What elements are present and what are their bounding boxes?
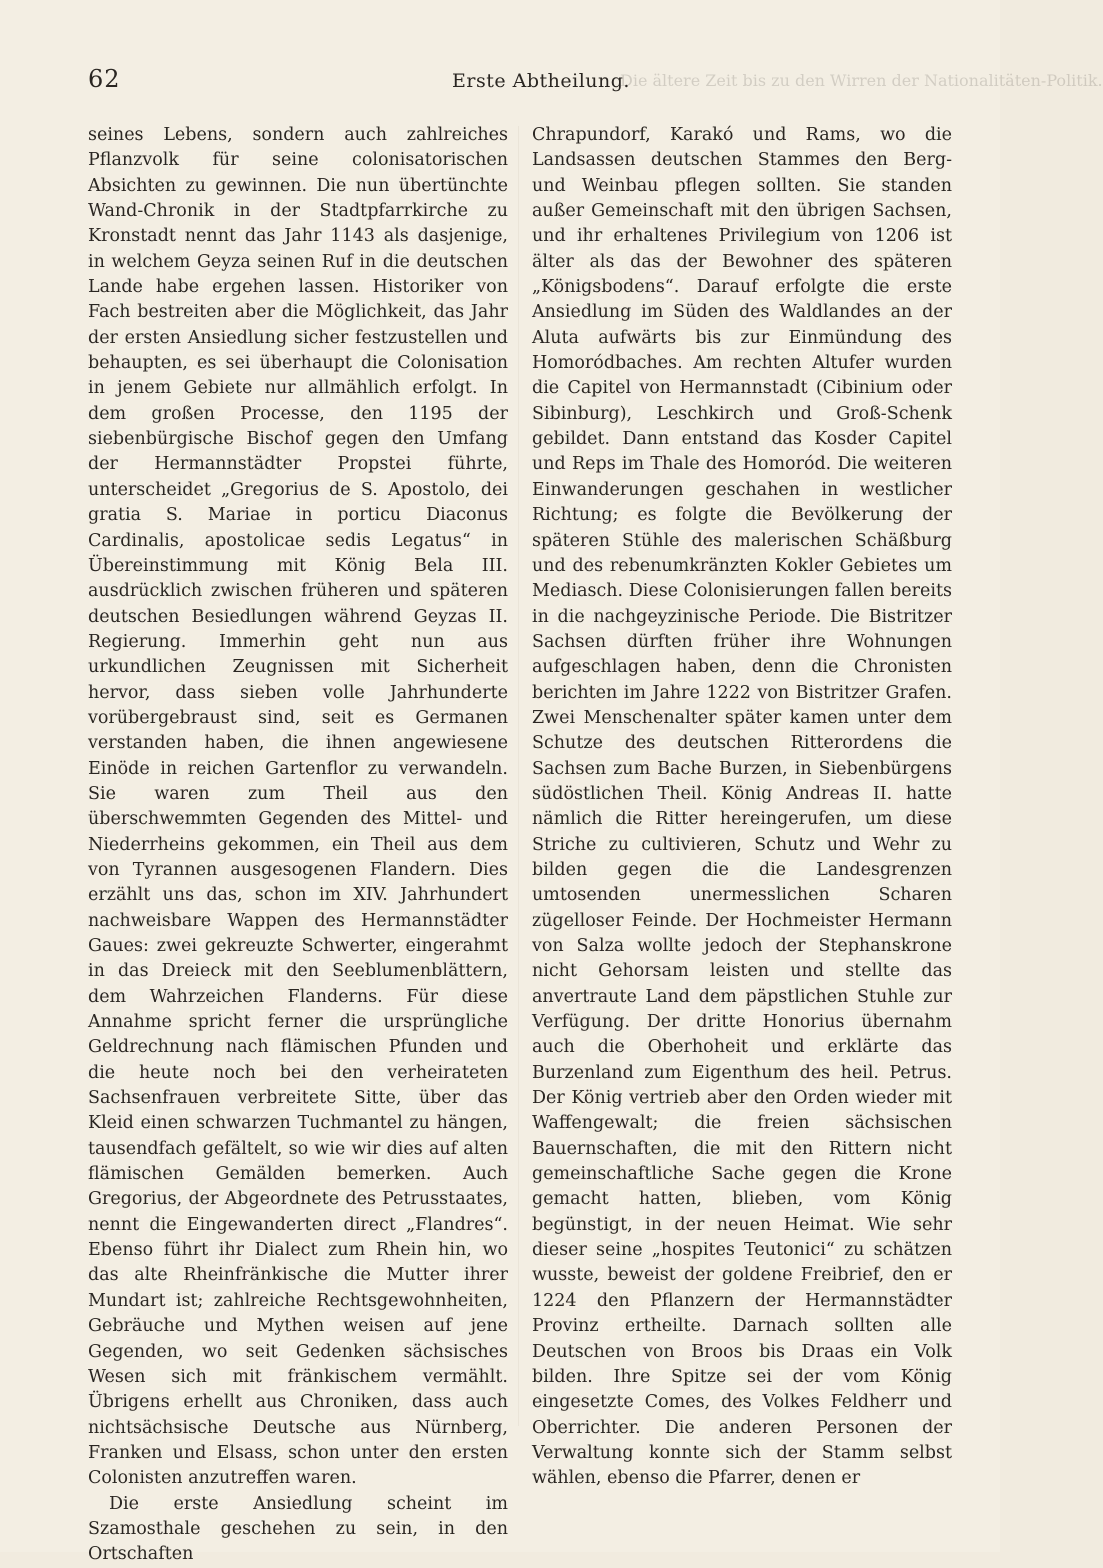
column-divider [518,126,519,1426]
left-paragraph-1: seines Lebens, sondern auch zahlreiches Pflanzvolk für seine colonisatorischen Absichten zu gewinnen. Die nun übertünchte Wand-Chronik in der Stadtpfarrkirche zu Kronstadt nennt das Jahr 1143 als dasjenige, in welchem Geyza seinen Ruf in die deutschen Lande habe ergehen lassen. Historiker von Fach bestreiten aber die Möglichkeit, das Jahr der ersten Ansiedlung sicher festzustellen und behaupten, es sei überhaupt die Colonisation in jenem Gebiete nur allmählich erfolgt. In dem großen Processe, den 1195 der siebenbürgische Bischof gegen den Umfang der Hermannstädter Propstei führte, unterscheidet „Gregorius de S. Apostolo, dei gratia S. Mariae in porticu Diaconus Cardinalis, apostolicae sedis Legatus“ in Übereinstimmung mit König Bela III. ausdrücklich zwischen früheren und späteren deutschen Besiedlungen während Geyzas II. Regierung. Immerhin geht nun aus urkundlichen Zeugnissen mit Sicherheit hervor, dass sieben volle Jahrhunderte vorübergebraust sind, seit es Germanen verstanden haben, die ihnen angewiesene Einöde in reichen Gartenflor zu verwandeln. Sie waren zum Theil aus den überschwemmten Gegenden des Mittel- und Niederrheins gekommen, ein Theil aus dem von Tyrannen ausgesogenen Flandern. Dies erzählt uns das, schon im XIV. Jahrhundert nachweisbare Wappen des Hermannstädter Gaues: zwei gekreuzte Schwerter, eingerahmt in das Dreieck mit den Seeblumenblättern, dem Wahrzeichen Flanderns. Für diese Annahme spricht ferner die ursprüngliche Geldrechnung nach flämischen Pfunden und die heute noch bei den verheirateten Sachsenfrauen verbreitete Sitte, über das Kleid einen schwarzen Tuchmantel zu hängen, tausendfach gefältelt, so wie wir dies auf alten flämischen Gemälden bemerken. Auch Gregorius, der Abgeordnete des Petrusstaates, nennt die Eingewanderten direct „Flandres“. Ebenso führt ihr Dialect zum Rhein hin, wo das alte Rheinfränkische die Mutter ihrer Mundart ist; zahlreiche Rechtsgewohnheiten, Gebräuche und Mythen weisen auf jene Gegenden, wo seit Gedenken sächsisches Wesen sich mit fränkischem vermählt. Übrigens erhellt aus Chroniken, dass auch nichtsächsische Deutsche aus Nürnberg, Franken und Elsass, schon unter den ersten Colonisten anzutreffen waren. [88,125,508,1489]
left-paragraph-2: Die erste Ansiedlung scheint im Szamosthale geschehen zu sein, in den Ortschaften [88,1493,508,1565]
left-column [88,123,508,1568]
bleed-through-heading: Die ältere Zeit bis zu den Wirren der Nationalitäten-Politik. [620,71,1103,90]
page-number: 62 [88,65,121,93]
right-column [532,123,952,1492]
right-paragraph-1: Chrapundorf, Karakó und Rams, wo die Landsassen deutschen Stammes den Berg- und Weinbau pflegen sollten. Sie standen außer Gemeinschaft mit den übrigen Sachsen, und ihr erhaltenes Privilegium von 1206 ist älter als das der Bewohner des späteren „Königsbodens“. Darauf erfolgte die erste Ansiedlung im Süden des Waldlandes an der Aluta aufwärts bis zur Einmündung des Homoródbaches. Am rechten Altufer wurden die Capitel von Hermannstadt (Cibinium oder Sibinburg), Leschkirch und Groß-Schenk gebildet. Dann entstand das Kosder Capitel und Reps im Thale des Homoród. Die weiteren Einwanderungen geschahen in westlicher Richtung; es folgte die Bevölkerung der späteren Stühle des malerischen Schäßburg und des rebenumkränzten Kokler Gebietes um Mediasch. Diese Colonisierungen fallen bereits in die nachgeyzinische Periode. Die Bistritzer Sachsen dürften früher ihre Wohnungen aufgeschlagen haben, denn die Chronisten berichten im Jahre 1222 von Bistritzer Grafen. Zwei Menschenalter später kamen unter dem Schutze des deutschen Ritterordens die Sachsen zum Bache Burzen, in Siebenbürgens südöstlichen Theil. König Andreas II. hatte nämlich die Ritter hereingerufen, um diese Striche zu cultivieren, Schutz und Wehr zu bilden gegen die die Landesgrenzen umtosenden unermesslichen Scharen zügelloser Feinde. Der Hochmeister Hermann von Salza wollte jedoch der Stephanskrone nicht Gehorsam leisten und stellte das anvertraute Land dem päpstlichen Stuhle zur Verfügung. Der dritte Honorius übernahm auch die Oberhoheit und erklärte das Burzenland zum Eigenthum des heil. Petrus. Der König vertrieb aber den Orden wieder mit Waffengewalt; die freien sächsischen Bauernschaften, die mit den Rittern nicht gemeinschaftliche Sache gegen die Krone gemacht hatten, blieben, vom König begünstigt, in der neuen Heimat. Wie sehr dieser seine „hospites Teutonici“ zu schätzen wusste, beweist der goldene Freibrief, den er 1224 den Pflanzern der Hermannstädter Provinz ertheilte. Darnach sollten alle Deutschen von Broos bis Draas ein Volk bilden. Ihre Spitze sei der vom König eingesetzte Comes, des Volkes Feldherr und Oberrichter. Die anderen Personen der Verwaltung konnte sich der Stamm selbst wählen, ebenso die Pfarrer, denen er [532,125,952,1489]
running-head: Erste Abtheilung. [452,70,630,92]
